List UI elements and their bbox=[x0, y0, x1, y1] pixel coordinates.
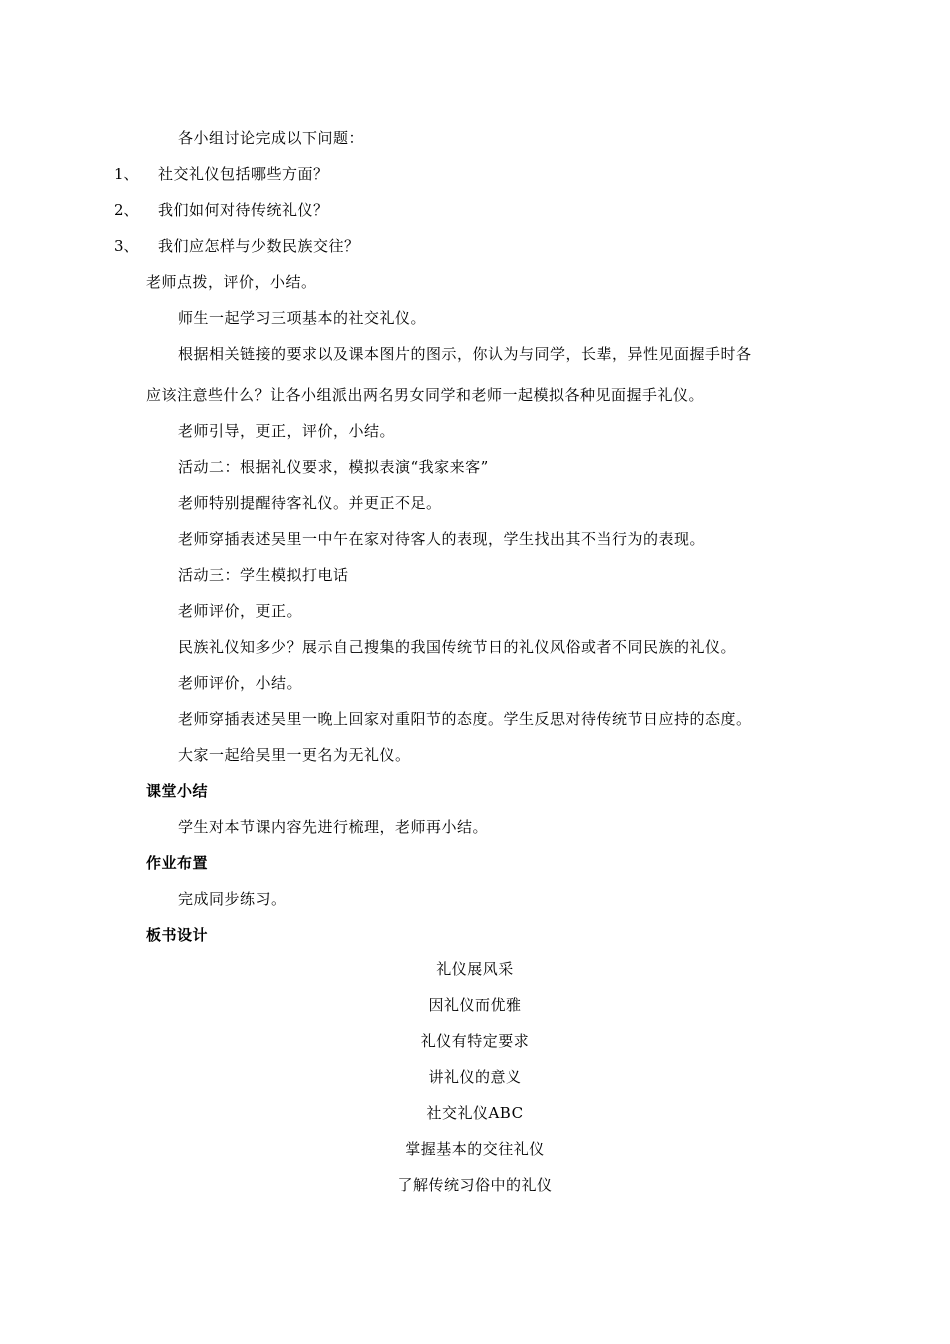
body-line-8: 老师穿插表述吴里一中午在家对待客人的表现，学生找出其不当行为的表现。 bbox=[178, 530, 706, 548]
board-line-3: 礼仪有特定要求 bbox=[420, 1032, 530, 1050]
board-line-4: 讲礼仪的意义 bbox=[428, 1068, 522, 1086]
body-line-4: 应该注意些什么？让各小组派出两名男女同学和老师一起模拟各种见面握手礼仪。 bbox=[146, 386, 705, 404]
summary-text: 学生对本节课内容先进行梳理，老师再小结。 bbox=[178, 818, 489, 836]
body-line-1: 老师点拨，评价，小结。 bbox=[146, 273, 317, 291]
body-line-3: 根据相关链接的要求以及课本图片的图示，你认为与同学，长辈，异性见面握手时各 bbox=[178, 345, 752, 363]
body-line-13: 老师穿插表述吴里一晚上回家对重阳节的态度。学生反思对待传统节日应持的态度。 bbox=[178, 710, 752, 728]
board-heading: 板书设计 bbox=[146, 926, 209, 944]
board-line-5: 社交礼仪ABC bbox=[426, 1104, 524, 1122]
body-line-7: 老师特别提醒待客礼仪。并更正不足。 bbox=[178, 494, 442, 512]
board-line-7: 了解传统习俗中的礼仪 bbox=[397, 1176, 553, 1194]
question-2-text: 我们如何对待传统礼仪？ bbox=[158, 201, 329, 219]
board-line-2: 因礼仪而优雅 bbox=[428, 996, 522, 1014]
question-1-number: 1、 bbox=[114, 165, 139, 183]
homework-text: 完成同步练习。 bbox=[178, 890, 287, 908]
question-2-number: 2、 bbox=[114, 201, 139, 219]
question-1-text: 社交礼仪包括哪些方面？ bbox=[158, 165, 329, 183]
board-line-6: 掌握基本的交往礼仪 bbox=[405, 1140, 545, 1158]
body-line-9: 活动三：学生模拟打电话 bbox=[178, 566, 349, 584]
homework-heading: 作业布置 bbox=[146, 854, 209, 872]
discussion-intro: 各小组讨论完成以下问题： bbox=[178, 129, 365, 147]
board-line-1: 礼仪展风采 bbox=[436, 960, 514, 978]
summary-heading: 课堂小结 bbox=[146, 782, 209, 800]
body-line-14: 大家一起给吴里一更名为无礼仪。 bbox=[178, 746, 411, 764]
question-3-number: 3、 bbox=[114, 237, 139, 255]
body-line-6: 活动二：根据礼仪要求，模拟表演“我家来客” bbox=[178, 458, 489, 476]
body-line-2: 师生一起学习三项基本的社交礼仪。 bbox=[178, 309, 427, 327]
body-line-10: 老师评价，更正。 bbox=[178, 602, 303, 620]
body-line-12: 老师评价，小结。 bbox=[178, 674, 303, 692]
body-line-11: 民族礼仪知多少？展示自己搜集的我国传统节日的礼仪风俗或者不同民族的礼仪。 bbox=[178, 638, 737, 656]
question-3-text: 我们应怎样与少数民族交往？ bbox=[158, 237, 360, 255]
body-line-5: 老师引导，更正，评价，小结。 bbox=[178, 422, 396, 440]
